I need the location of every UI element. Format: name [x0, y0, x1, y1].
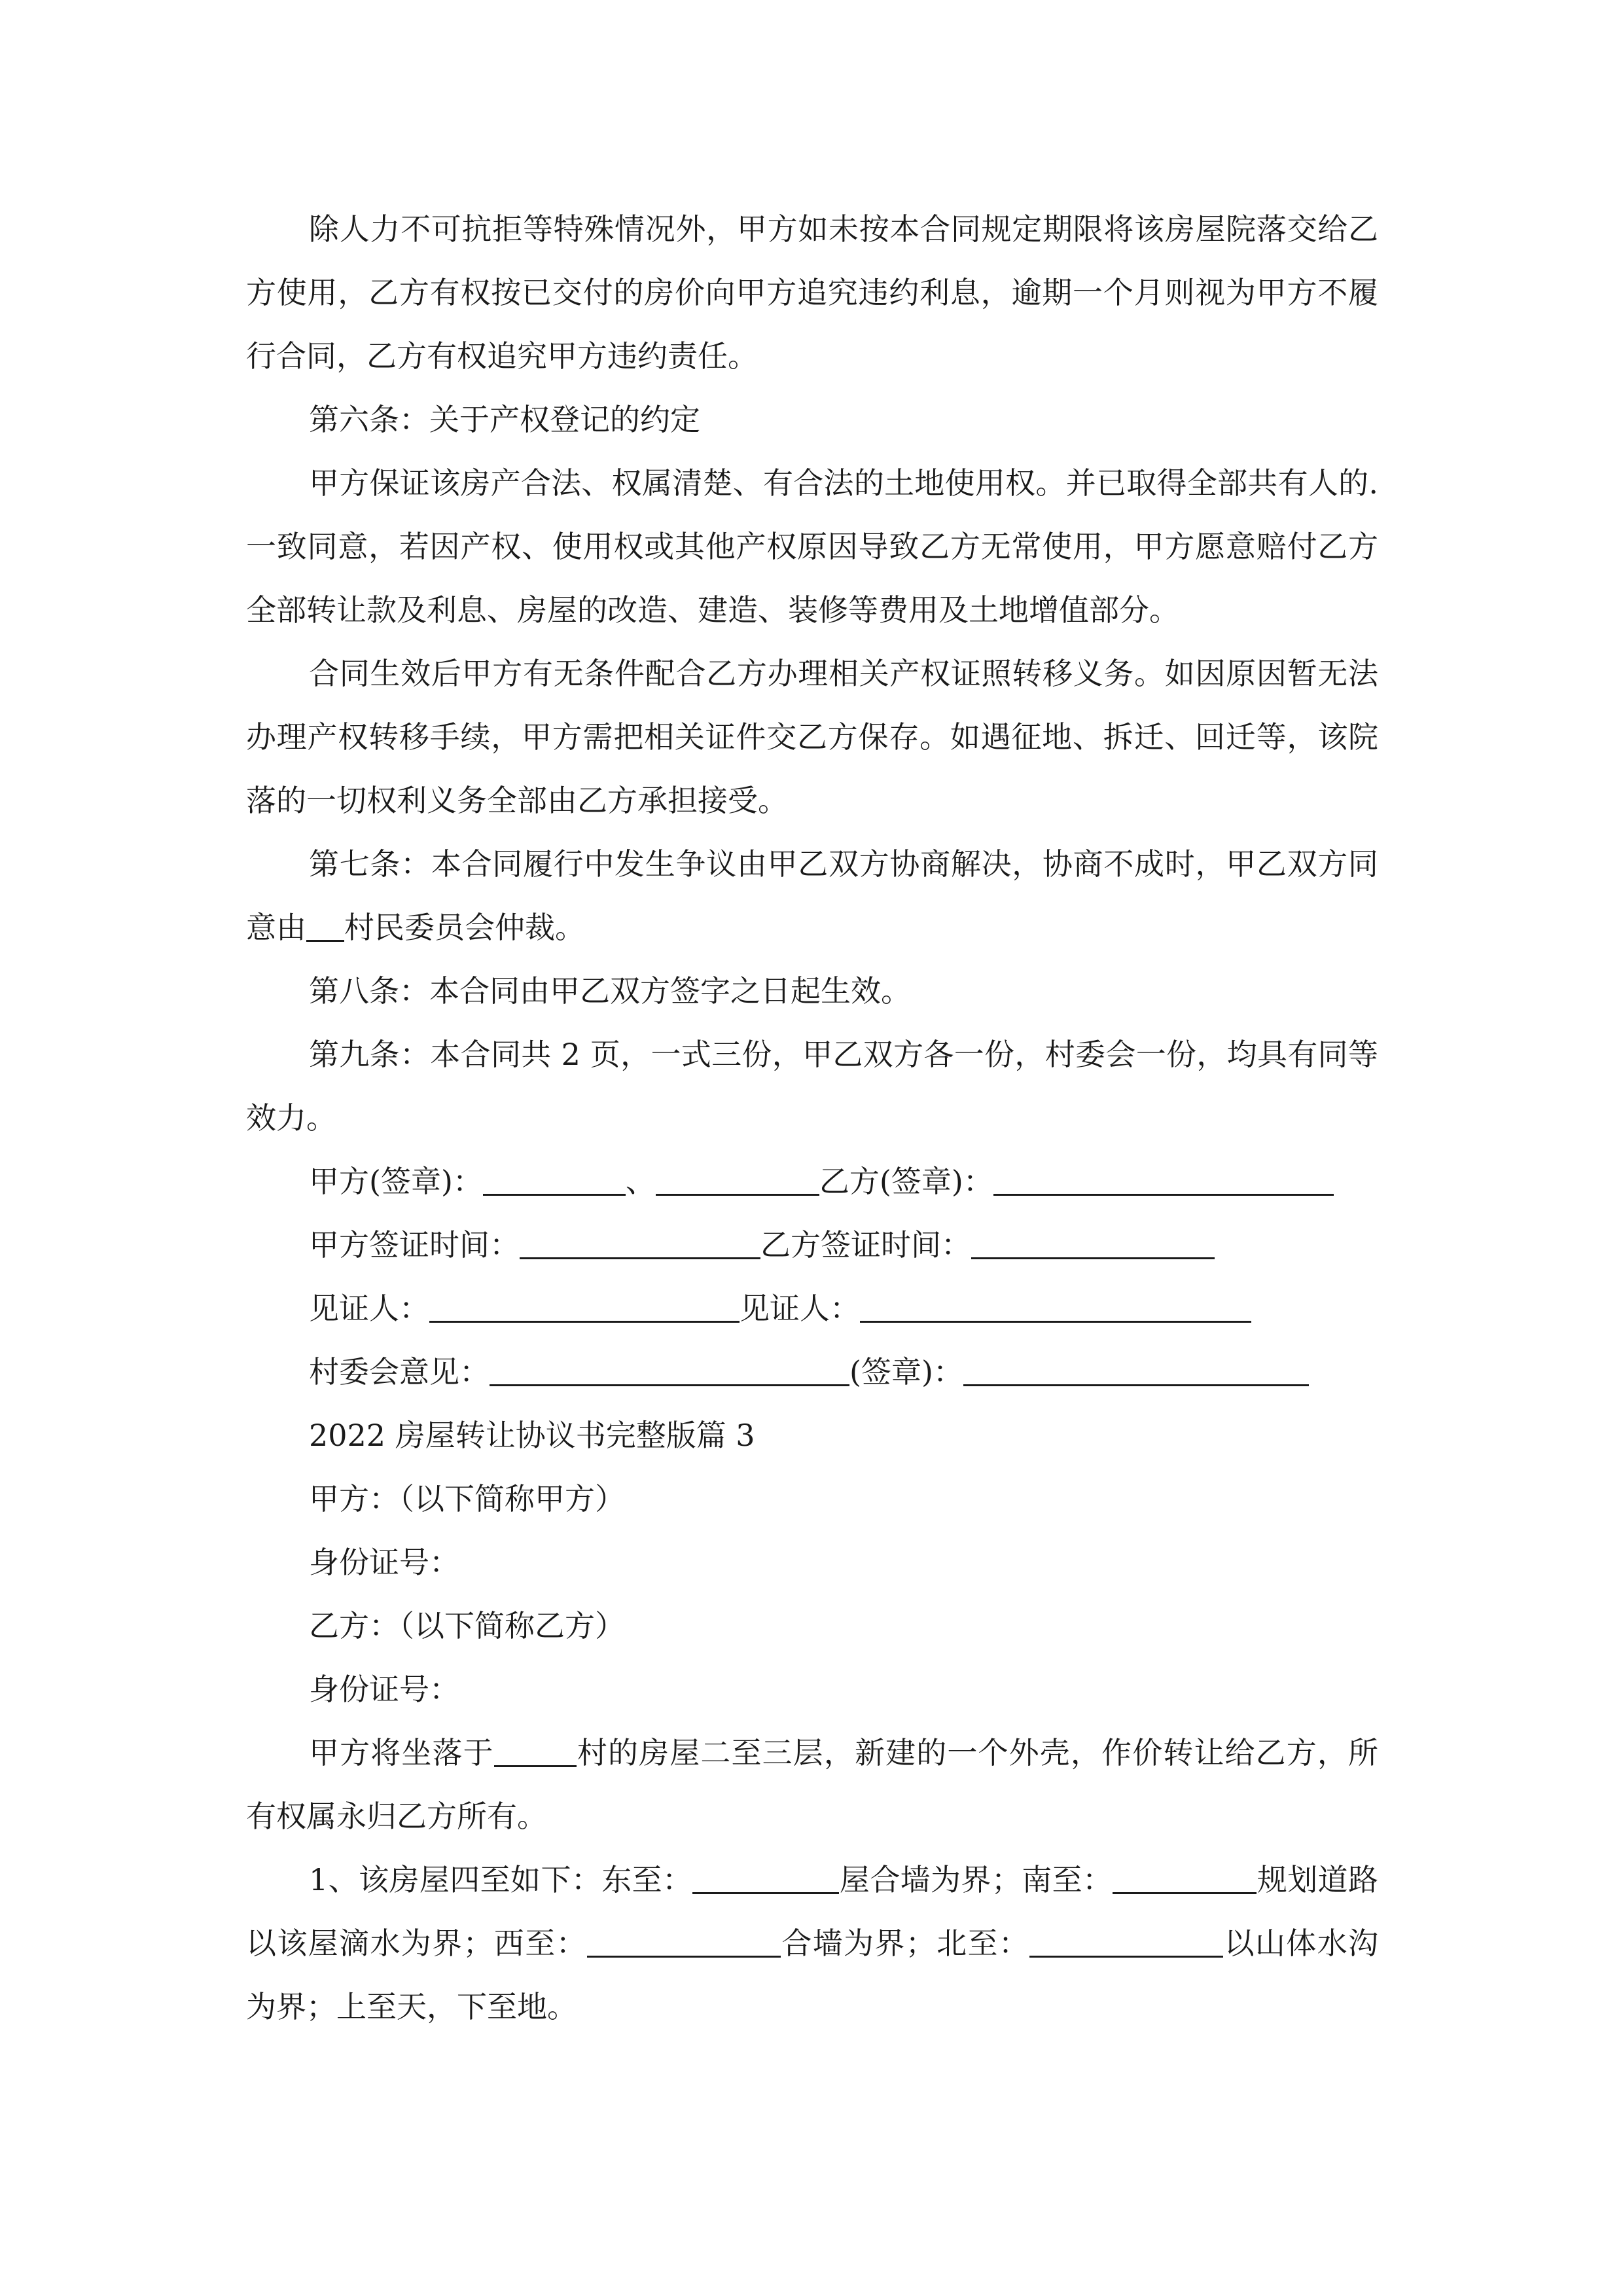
boundary-tail: 以山体水沟为界；上至天，下至地。: [246, 1926, 1379, 2024]
signing-time-line: [246, 1213, 1378, 1277]
party-a-seal-blank-2: [656, 1164, 819, 1196]
village-seal-label: (签章)：: [849, 1354, 963, 1390]
paragraph-delivery-clause: 除人力不可抗拒等特殊情况外，甲方如未按本合同规定期限将该房屋院落交给乙方使用，乙方有权按已交付的房价向甲方追究违约利息，逾期一个月则视为甲方不履行合同，乙方有权追究甲方违约责任。: [246, 211, 1378, 374]
paragraph-transfer-obligation: 合同生效后甲方有无条件配合乙方办理相关产权证照转移义务。如因原因暂无法办理产权转移手续，甲方需把相关证件交乙方保存。如遇征地、拆迁、回迁等，该院落的一切权利义务全部由乙方承担接受。: [246, 656, 1378, 818]
party-a-seal-blank-1: [483, 1164, 626, 1196]
party-b-time-blank: [971, 1227, 1215, 1259]
village-opinion-label: 村委会意见：: [309, 1354, 490, 1390]
village-opinion-blank: [490, 1354, 849, 1386]
witness-a-blank: [429, 1291, 740, 1323]
paragraph-ownership-guarantee: 甲方保证该房产合法、权属清楚、有合法的土地使用权。并已取得全部共有人的.一致同意，若因产权、使用权或其他产权原因导致乙方无常使用，甲方愿意赔付乙方全部转让款及利息、房屋的改造、建造、装修等费用及土地增值部分。: [246, 465, 1378, 628]
section-title: 2022 房屋转让协议书完整版篇 3: [309, 1418, 755, 1453]
boundary-south-label: 屋合墙为界；南至：: [839, 1862, 1113, 1897]
signature-separator: 、: [625, 1164, 656, 1199]
party-b-seal-label: 乙方(签章)：: [819, 1164, 993, 1199]
witness-b-blank: [860, 1291, 1251, 1323]
article-8: 第八条：本合同由甲乙双方签字之日起生效。: [309, 973, 911, 1009]
boundary-north-label: 合墙为界；北至：: [780, 1926, 1030, 1961]
village-opinion-line: [246, 1340, 1378, 1404]
boundary-north-blank: [1029, 1926, 1223, 1958]
paragraph-boundaries: [246, 1848, 1378, 2039]
boundary-west-blank: [587, 1926, 781, 1958]
party-b-seal-blank: [993, 1164, 1334, 1196]
transfer-text-tail: 村的房屋二至三层，新建的一个外壳，作价转让给乙方，所有权属永归乙方所有。: [246, 1735, 1378, 1834]
party-a-time-blank: [520, 1227, 760, 1259]
village-seal-blank: [963, 1354, 1309, 1386]
signature-line: [246, 1150, 1378, 1213]
article-7-tail: 村民委员会仲裁。: [344, 910, 585, 945]
witness-b-label: 见证人：: [740, 1291, 860, 1326]
party-a-line: 甲方：（以下简称甲方）: [309, 1481, 625, 1516]
party-a-seal-label: 甲方(签章)：: [309, 1164, 483, 1199]
boundary-east-blank: [692, 1862, 839, 1894]
party-b-line: 乙方：（以下简称乙方）: [309, 1608, 625, 1643]
boundary-east-label: 1、该房屋四至如下：东至：: [309, 1862, 693, 1897]
transfer-text: 甲方将坐落于: [309, 1735, 494, 1770]
paragraph-transfer-location: [246, 1721, 1378, 1848]
village-name-blank: [306, 910, 344, 942]
article-7-text: 第七条：本合同履行中发生争议由甲乙双方协商解决，协商不成时，甲乙双方同意由: [246, 846, 1378, 945]
witness-a-label: 见证人：: [309, 1291, 429, 1326]
party-b-time-label: 乙方签证时间：: [760, 1227, 971, 1263]
document-body: [246, 198, 1378, 2039]
article-6-title: 第六条：关于产权登记的约定: [309, 402, 700, 437]
boundary-south-blank: [1113, 1862, 1257, 1894]
party-b-id-line: 身份证号：: [309, 1672, 459, 1707]
village-location-blank: [494, 1735, 577, 1767]
party-a-time-label: 甲方签证时间：: [309, 1227, 520, 1263]
witness-line: [246, 1277, 1378, 1340]
article-7: [246, 833, 1378, 960]
article-9: 第九条：本合同共 2 页，一式三份，甲乙双方各一份，村委会一份，均具有同等效力。: [246, 1037, 1378, 1136]
party-a-id-line: 身份证号：: [309, 1545, 459, 1580]
boundary-west-label: 规划道路以该屋滴水为界；西至：: [246, 1862, 1379, 1961]
